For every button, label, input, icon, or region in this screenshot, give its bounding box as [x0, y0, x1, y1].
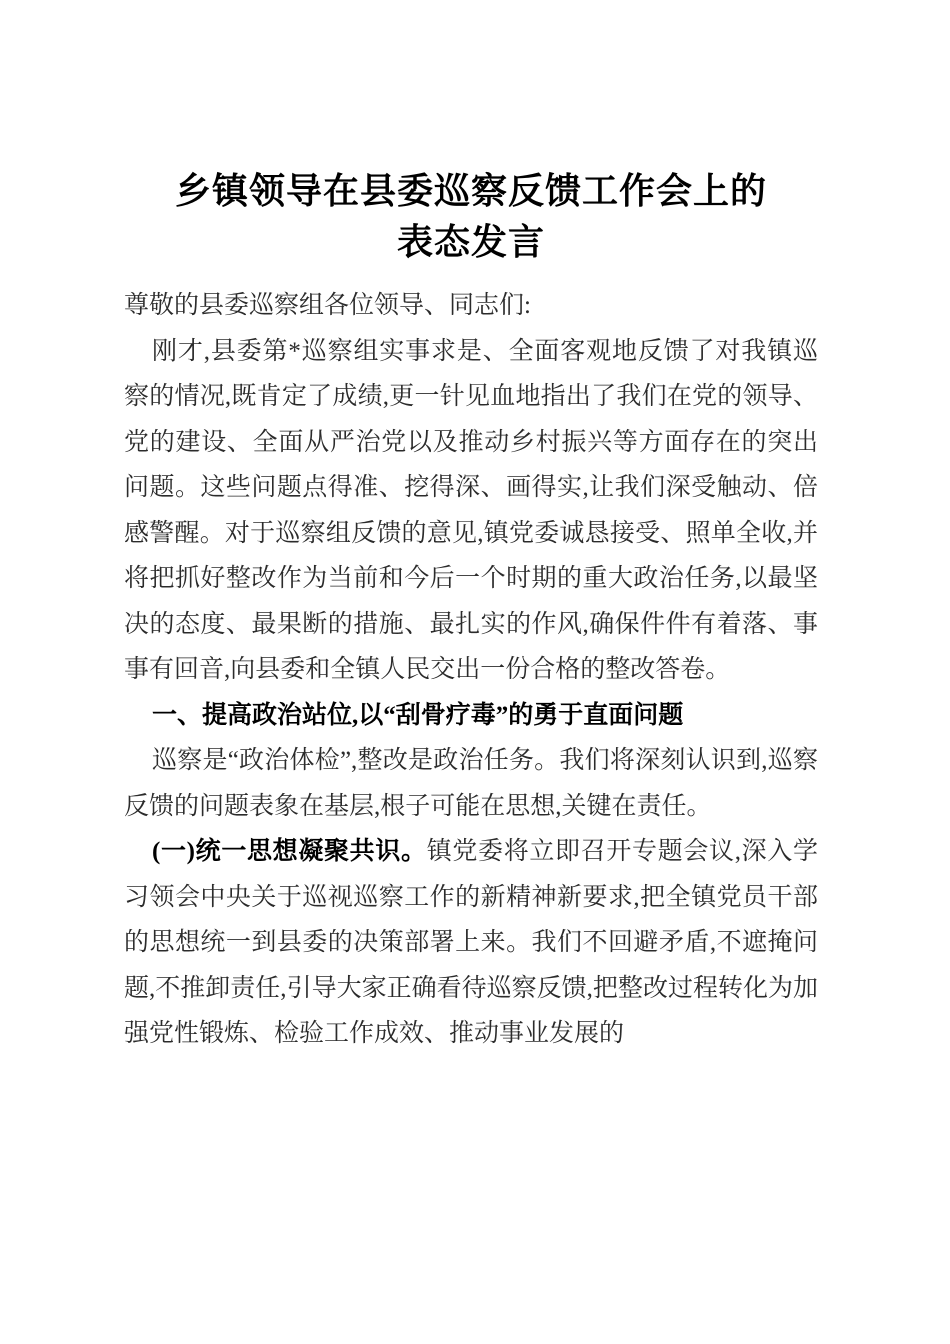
document-body: [124, 283, 818, 1057]
subsection-1-body-text: 镇党委将立即召开专题会议,深入学习领会中央关于巡视巡察工作的新精神新要求,把全镇党员干部的思想统一到县委的决策部署上来。我们不回避矛盾,不遮掩问题,不推卸责任,引导大家正确看待巡察反馈,把整改过程转化为加强党性锻炼、检验工作成效、推动事业发展的: [124, 838, 818, 1047]
document-title-line-2: 表态发言: [396, 222, 545, 262]
document-title: [124, 166, 818, 268]
section-heading-1: 一、提高政治站位,以“刮骨疗毒”的勇于直面问题: [152, 701, 684, 729]
subsection-1-lead: (一)统一思想凝聚共识。: [152, 838, 427, 865]
subsection-1-paragraph: [124, 829, 818, 1057]
opening-paragraph: 刚才,县委第*巡察组实事求是、全面客观地反馈了对我镇巡察的情况,既肯定了成绩,更一针见血地指出了我们在党的领导、党的建设、全面从严治党以及推动乡村振兴等方面存在的突出问题。这些问题点得准、挖得深、画得实,让我们深受触动、倍感警醒。对于巡察组反馈的意见,镇党委诚恳接受、照单全收,并将把抓好整改作为当前和今后一个时期的重大政治任务,以最坚决的态度、最果断的措施、最扎实的作风,确保件件有着落、事事有回音,向县委和全镇人民交出一份合格的整改答卷。: [124, 337, 818, 683]
section-1-intro-paragraph: 巡察是“政治体检”,整改是政治任务。我们将深刻认识到,巡察反馈的问题表象在基层,根子可能在思想,关键在责任。: [124, 747, 818, 820]
salutation: 尊敬的县委巡察组各位领导、同志们:: [124, 292, 531, 319]
document-title-line-1: 乡镇领导在县委巡察反馈工作会上的: [174, 171, 767, 211]
